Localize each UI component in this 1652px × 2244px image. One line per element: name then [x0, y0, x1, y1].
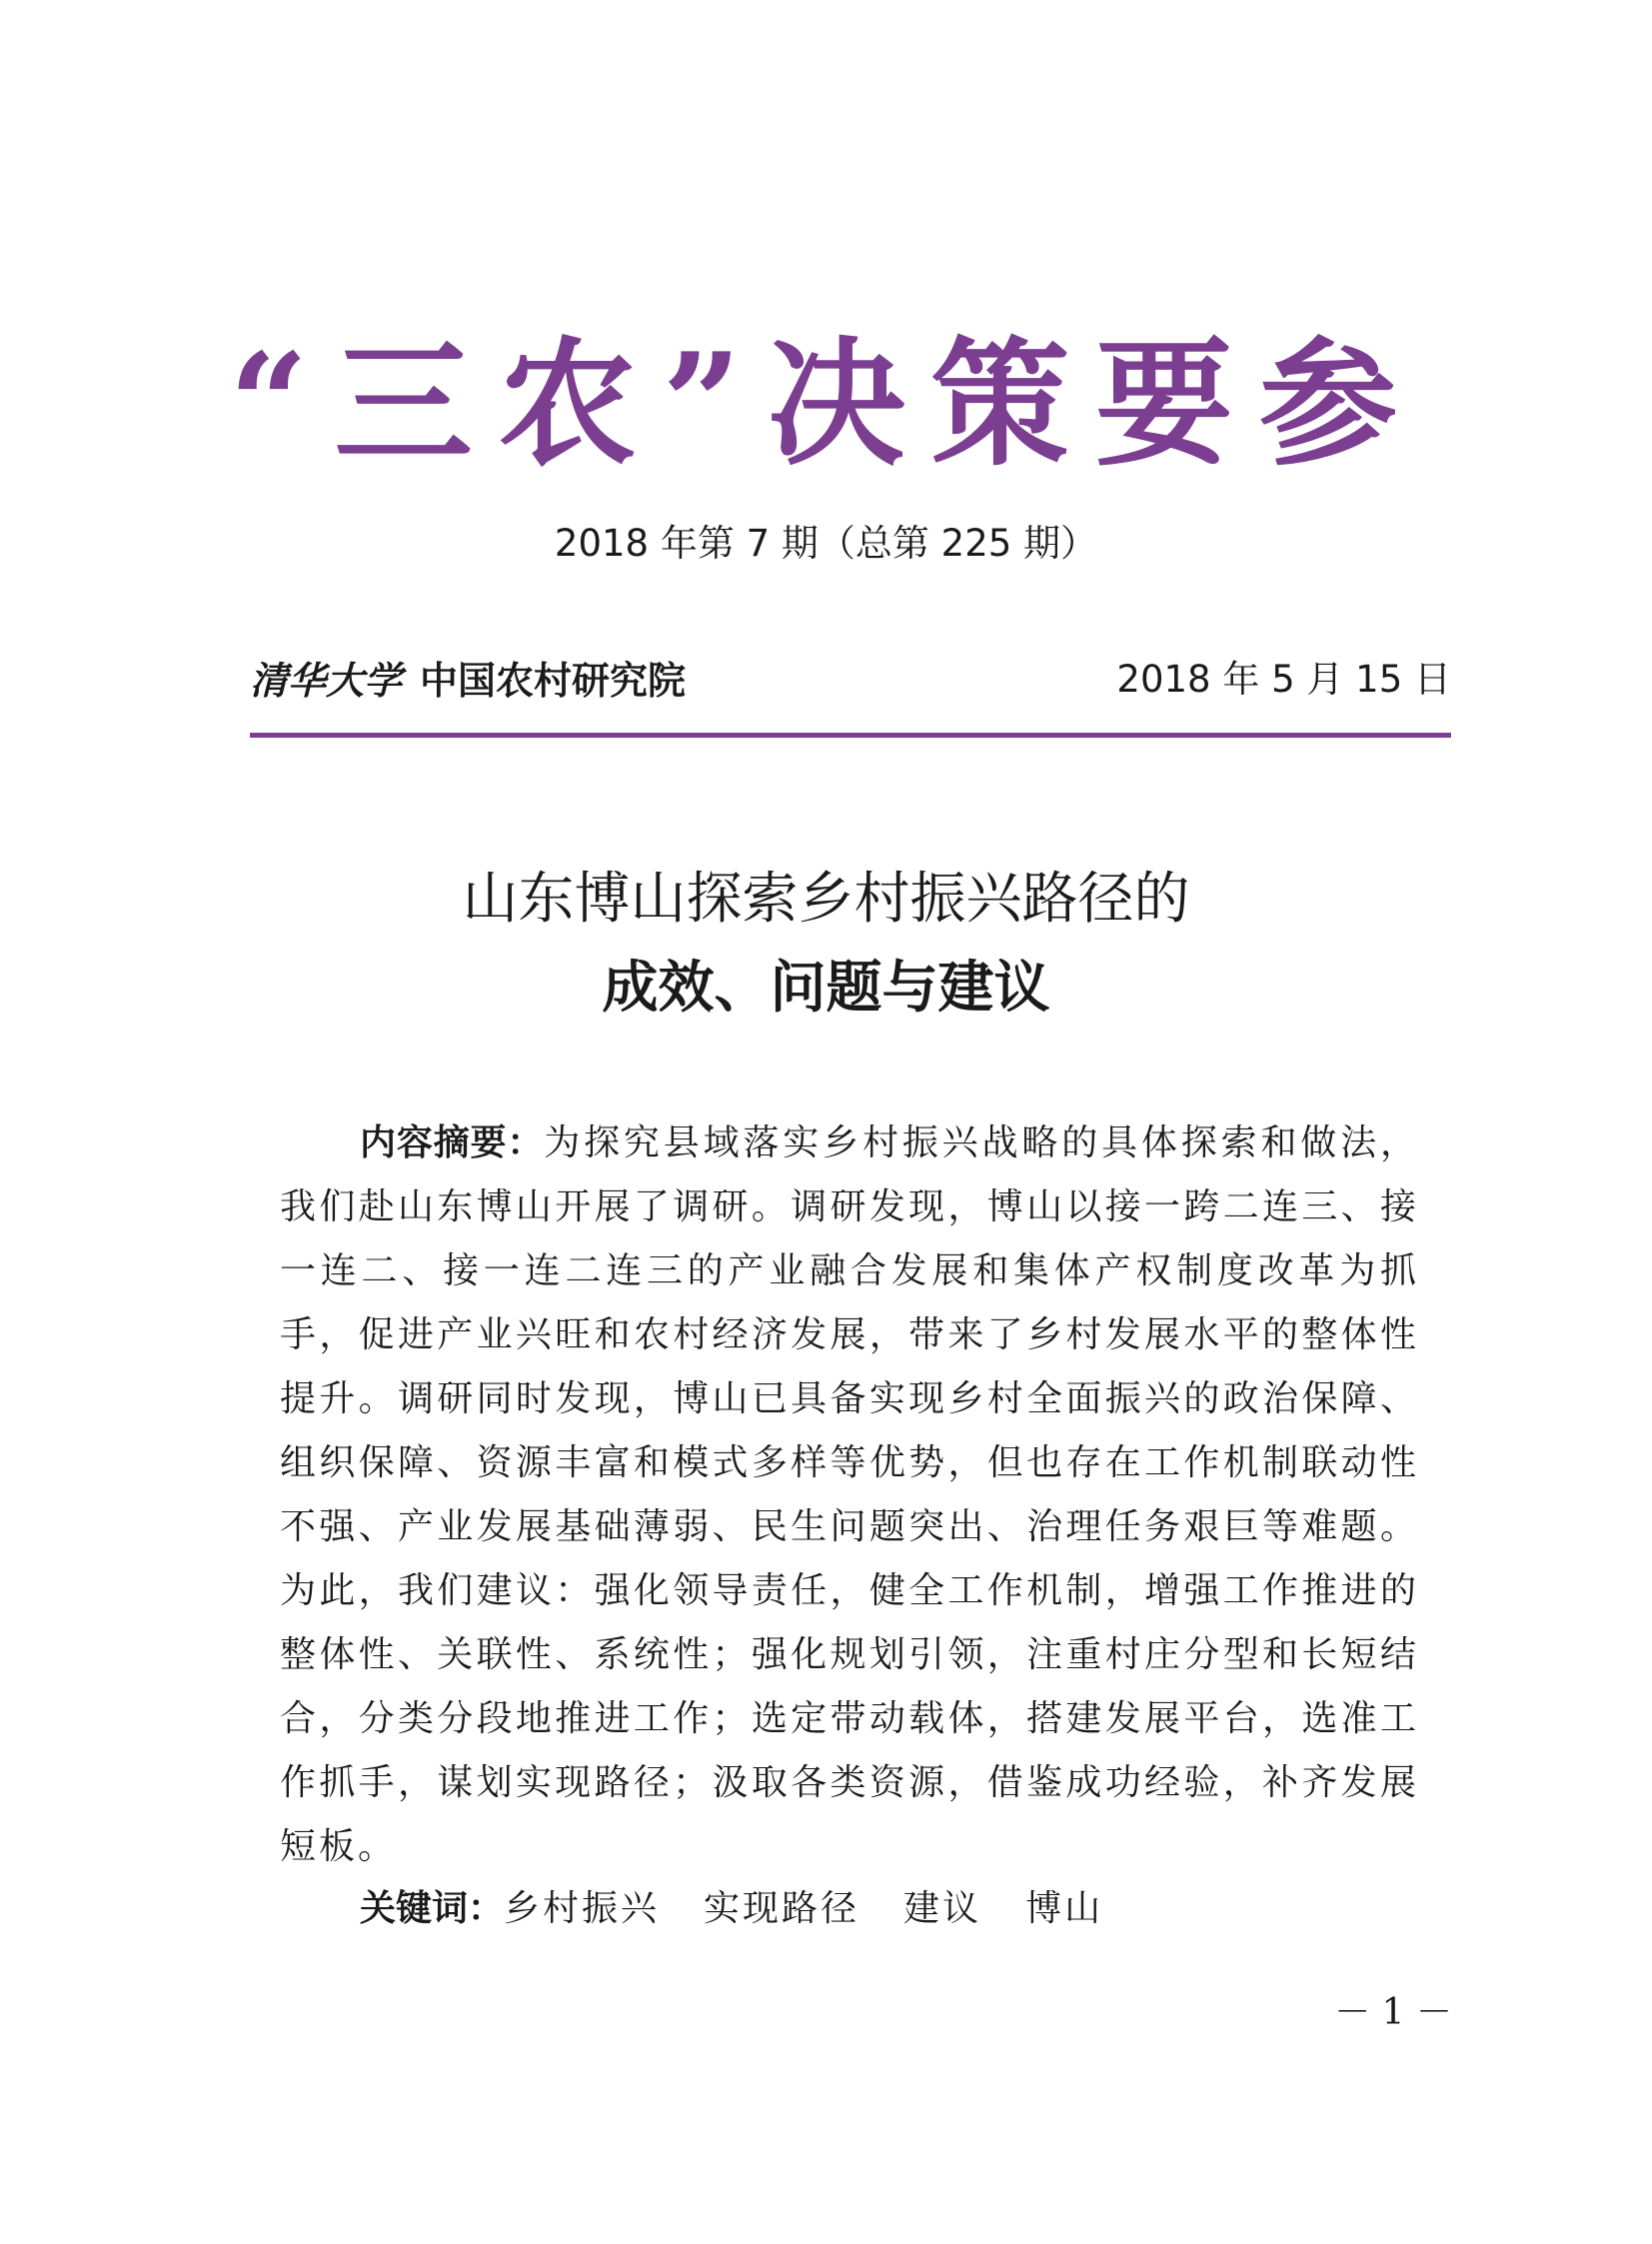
header-divider — [250, 733, 1451, 738]
masthead-title: “三农”决策要参 — [229, 322, 1423, 485]
keywords-label: 关键词： — [360, 1888, 505, 1929]
keywords — [360, 1877, 1459, 1941]
article-title-line-1: 山东博山探索乡村振兴路径的 — [462, 867, 1190, 932]
publisher-row — [250, 658, 1451, 708]
issue-number: 2018 年第 7 期（总第 225 期） — [554, 522, 1098, 565]
keyword: 实现路径 — [704, 1888, 860, 1929]
keyword: 博山 — [1025, 1888, 1104, 1929]
institute-name: 中国农村研究院 — [420, 658, 687, 703]
abstract-label: 内容摘要： — [360, 1122, 545, 1163]
abstract — [280, 1112, 1419, 1879]
page-number: － 1 － — [1334, 1992, 1452, 2033]
publication-date: 2018 年 5 月 15 日 — [1116, 658, 1451, 701]
abstract-text: 为探究县域落实乡村振兴战略的具体探索和做法，我们赴山东博山开展了调研。调研发现，博山以接一跨二连三、接一连二、接一连二连三的产业融合发展和集体产权制度改革为抓手，促进产业兴旺和农村经济发展，带来了乡村发展水平的整体性提升。调研同时发现，博山已具备实现乡村全面振兴的政治保障、组织保障、资源丰富和模式多样等优势，但也存在工作机制联动性不强、产业发展基础薄弱、民生问题突出、治理任务艰巨等难题。为此，我们建议：强化领导责任，健全工作机制，增强工作推进的整体性、关联性、系统性；强化规划引领，注重村庄分型和长短结合，分类分段地推进工作；选定带动载体，搭建发展平台，选准工作抓手，谋划实现路径；汲取各类资源，借鉴成功经验，补齐发展短板。 — [280, 1122, 1419, 1867]
keyword: 乡村振兴 — [504, 1888, 661, 1929]
article-title-line-2: 成效、问题与建议 — [602, 955, 1050, 1021]
institution — [250, 658, 686, 704]
university-logo: 清华大学 — [250, 658, 403, 703]
keyword: 建议 — [903, 1888, 982, 1929]
